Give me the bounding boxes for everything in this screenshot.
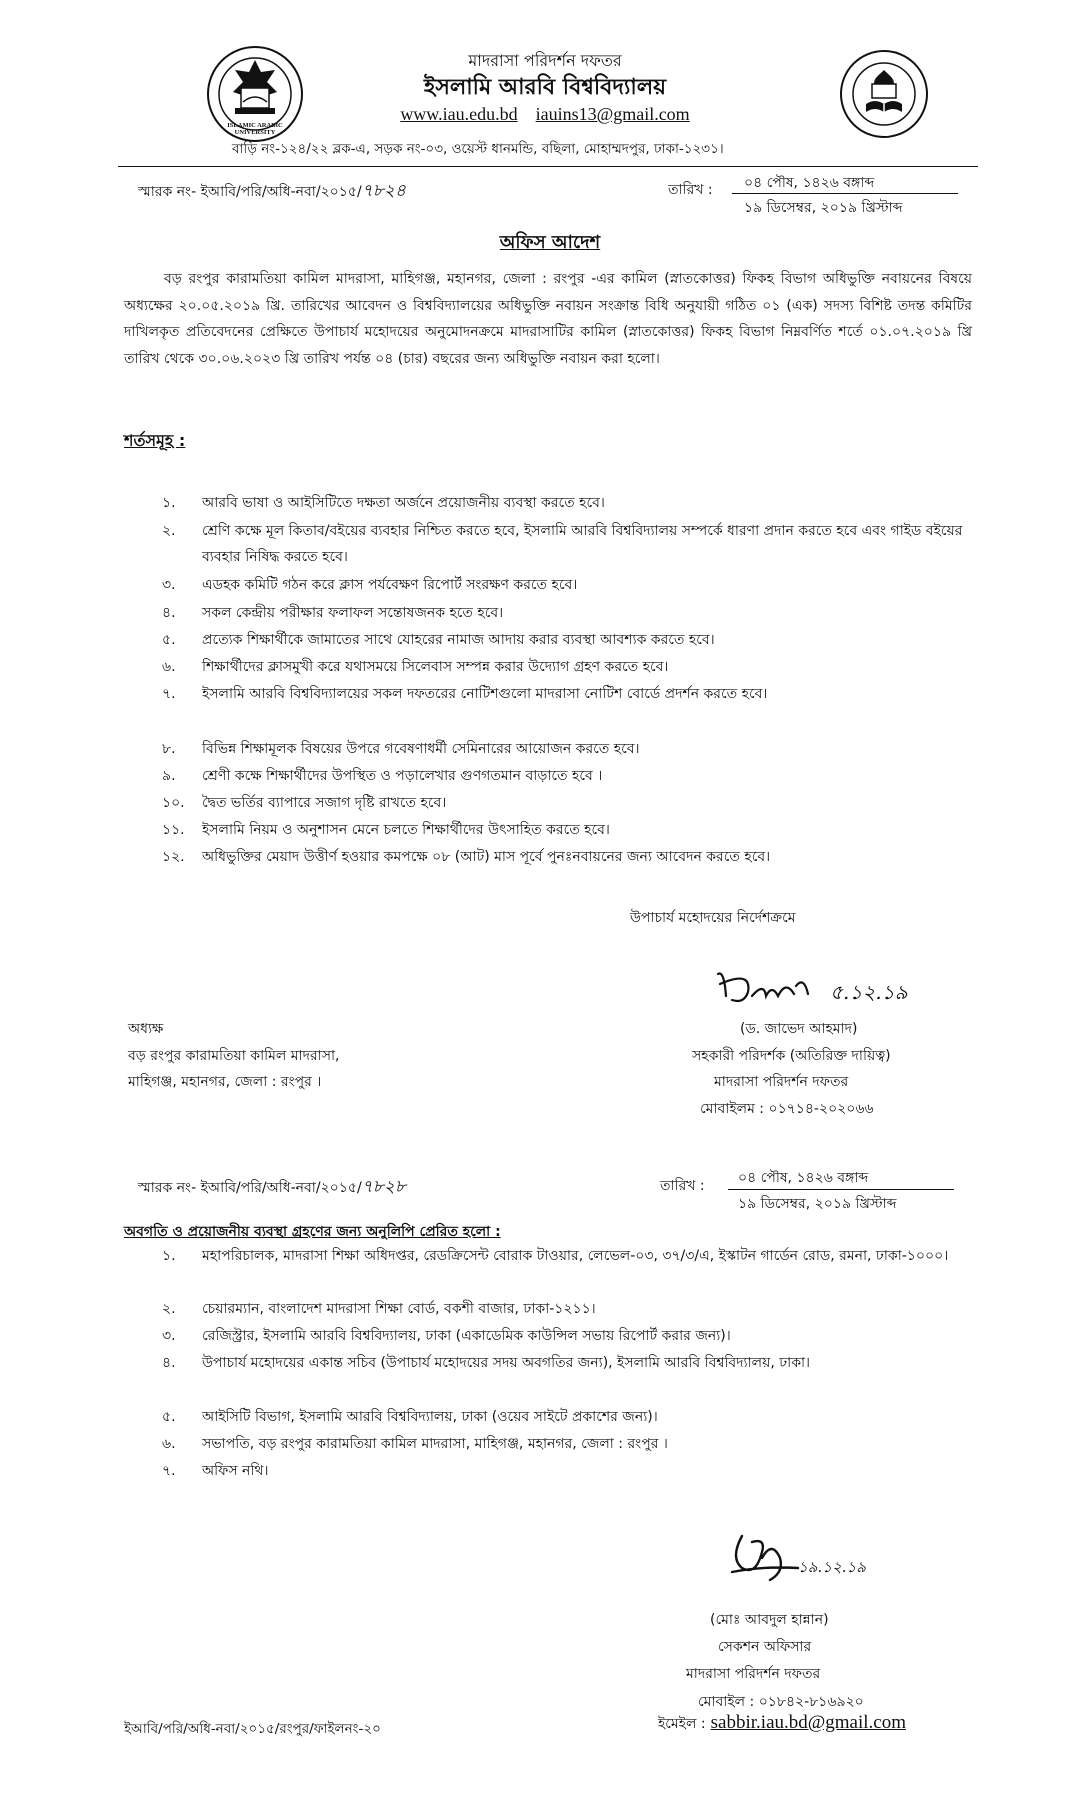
signature-2-date: ১৯.১২.১৯ (798, 1558, 866, 1576)
recipient-line-2: মাহিগঞ্জ, মহানগর, জেলা : রংপুর । (128, 1074, 322, 1090)
inspection-logo (838, 48, 930, 140)
memo-ref-top (138, 178, 406, 206)
memo-ref-label: স্মারক নং- ইআবি/পরি/অধি-নবা/২০১৫/ (138, 184, 362, 200)
signature-2 (722, 1528, 808, 1594)
directive-text: উপাচার্য মহোদয়ের নির্দেশক্রমে (630, 910, 796, 926)
body-paragraph: বড় রংপুর কারামতিয়া কামিল মাদরাসা, মাহিগঞ্জ, মহানগর, জেলা : রংপুর -এর কামিল (স্নাতকোত্তর) ফিকহ বিভাগ অধিভুক্তি নবায়নের বিষয়ে অধ্যক্ষের ২০.০৫.২০১৯ খ্রি. তারিখের আবেদন ও বিশ্ববিদ্যালয়ের অধিভুক্তি নবায়ন সংক্রান্ত বিধি অনুযায়ী গঠিত ০১ (এক) সদস্য বিশিষ্ট তদন্ত কমিটির দাখিলকৃত প্রতিবেদনের প্রেক্ষিতে উপাচার্য মহোদয়ের অনুমোদনক্রমে মাদরাসাটির কামিল (স্নাতকোত্তর) ফিকহ বিভাগ নিম্নবর্ণিত শর্তে ০১.০৭.২০১৯ খ্রি তারিখ থেকে ৩০.০৬.২০২৩ খ্রি তারিখ পর্যন্ত ০৪ (চার) বছরের জন্য অধিভুক্তি নবায়ন করা হলো। (124, 271, 972, 367)
date-label-bottom: তারিখ : (660, 1178, 705, 1194)
footer-file-ref: ইআবি/পরি/অধি-নবা/২০১৫/রংপুর/ফাইলনং-২০ (124, 1721, 381, 1737)
memo-ref-bottom (138, 1174, 406, 1202)
signer-1-office: মাদরাসা পরিদর্শন দফতর (714, 1074, 849, 1090)
copies-heading: অবগতি ও প্রয়োজনীয় ব্যবস্থা গ্রহণের জন্য অনুলিপি প্রেরিত হলো : (124, 1224, 501, 1240)
signature-1 (712, 966, 822, 1014)
date-bangla-top: ০৪ পৌষ, ১৪২৬ বঙ্গাব্দ (744, 175, 875, 191)
signer-1-designation: সহকারী পরিদর্শক (অতিরিক্ত দায়িত্ব) (692, 1048, 891, 1064)
email-label: ইমেইল : (658, 1716, 706, 1732)
date-label-top: তারিখ : (668, 182, 713, 198)
page-title: অফিস আদেশ (499, 232, 601, 253)
signer-2-email-link[interactable]: sabbir.iau.bd@gmail.com (710, 1712, 906, 1733)
signer-2-office: মাদরাসা পরিদর্শন দফতর (686, 1666, 821, 1682)
date-english-top: ১৯ ডিসেম্বর, ২০১৯ খ্রিস্টাব্দ (744, 200, 903, 216)
signature-1-date: ৫.১২.১৯ (830, 980, 908, 1004)
website-link[interactable]: www.iau.edu.bd (400, 104, 518, 124)
conditions-heading: শর্তসমূহ : (124, 431, 186, 450)
signer-2-name: (মোঃ আবদুল হান্নান) (710, 1612, 829, 1628)
signer-1-name: (ড. জাভেদ আহমাদ) (740, 1021, 858, 1037)
date-english-bottom: ১৯ ডিসেম্বর, ২০১৯ খ্রিস্টাব্দ (738, 1196, 897, 1212)
memo-ref-label: স্মারক নং- ইআবি/পরি/অধি-নবা/২০১৫/ (138, 1180, 362, 1196)
date-bangla-bottom: ০৪ পৌষ, ১৪২৬ বঙ্গাব্দ (738, 1170, 869, 1186)
document-page: ISLAMIC ARABIC UNIVERSITY মাদরাসা পরিদর্শন দফতর ইসলামি আরবি বিশ্ববিদ্যালয় www.iau.edu.bd iauins13@gmail.com বাড়ি নং-১২৪/২২ ব্লক-এ, সড়ক নং-০৩, ওয়েস্ট ধানমন্ডি, বছিলা, মোহাম্মদপুর, ঢাকা-১২৩১। স্মারক নং- ইআবি/পরি/অধি-নবা/২০১৫/৭৮২৪ তারিখ : ০৪ পৌষ, ১৪২৬ বঙ্গাব্দ ১৯ ডিসেম্বর, ২০১৯ খ্রিস্টাব্দ অফিস আদেশ বড় রংপুর কারামতিয়া কামিল মাদরাসা, মাহিগঞ্জ, মহানগর, জেলা : রংপুর -এর কামিল (স্নাতকোত্তর) ফিকহ বিভাগ অধিভুক্তি নবায়নের বিষয়ে অধ্যক্ষের ২০.০৫.২০১৯ খ্রি. তারিখের আবেদন ও বিশ্ববিদ্যালয়ের অধিভুক্তি নবায়ন সংক্রান্ত বিধি অনুযায়ী গঠিত ০১ (এক) সদস্য বিশিষ্ট তদন্ত কমিটির দাখিলকৃত প্রতিবেদনের প্রেক্ষিতে উপাচার্য মহোদয়ের অনুমোদনক্রমে মাদরাসাটির কামিল (স্নাতকোত্তর) ফিকহ বিভাগ নিম্নবর্ণিত শর্তে ০১.০৭.২০১৯ খ্রি তারিখ থেকে ৩০.০৬.২০২৩ খ্রি তারিখ পর্যন্ত ০৪ (চার) বছরের জন্য অধিভুক্তি নবায়ন করা হলো। শর্তসমূহ : ১. আরবি ভাষা ও আইসিটিতে দক্ষতা অর্জনে প্রয়োজনীয় ব্যবস্থা করতে হবে। ২. শ্রেণি কক্ষে মূল কিতাব/বইয়ের ব্যবহার নিশ্চিত করতে হবে, ইসলামি আরবি বিশ্ববিদ্যালয় সম্পর্কে ধারণা প্রদান করতে হবে এবং গাইড বইয়ের ব্যবহার নিষিদ্ধ করতে হবে। ৩. এডহক কমিটি গঠন করে ক্লাস পর্যবেক্ষণ রিপোর্ট সংরক্ষণ করতে হবে। ৪. সকল কেন্দ্রীয় পরীক্ষার ফলাফল সন্তোষজনক হতে হবে। ৫. প্রত্যেক শিক্ষার্থীকে জামাতের সাথে যোহরের নামাজ আদায় করার ব্যবস্থা আবশ্যক করতে হবে। ৬. শিক্ষার্থীদের ক্লাসমুখী করে যথাসময়ে সিলেবাস সম্পন্ন করার উদ্যোগ গ্রহণ করতে হবে। ৭. ইসলামি আরবি বিশ্ববিদ্যালয়ের সকল দফতরের নোটিশগুলো মাদরাসা নোটিশ বোর্ডে প্রদর্শন করতে হবে। ৮. বিভিন্ন শিক্ষামূলক বিষয়ের উপরে গবেষণাধর্মী সেমিনারের আয়োজন করতে হবে। ৯. শ্রেণী কক্ষে শিক্ষার্থীদের উপস্থিত ও পড়ালেখার গুণগতমান বাড়াতে হবে । ১০. দ্বৈত ভর্তির ব্যাপারে সজাগ দৃষ্টি রাখতে হবে। ১১. ইসলামি নিয়ম ও অনুশাসন মেনে চলতে শিক্ষার্থীদের উৎসাহিত করতে হবে। ১২. অধিভুক্তির মেয়াদ উত্তীর্ণ হওয়ার কমপক্ষে ০৮ (আট) মাস পূর্বে পুনঃনবায়নের জন্য আবেদন করতে হবে। উপাচার্য মহোদয়ের নির্দেশক্রমে ৫.১২.১৯ (ড. জাভেদ আহমাদ) সহকারী পরিদর্শক (অতিরিক্ত দায়িত্ব) মাদরাসা পরিদর্শন দফতর মোবাইলম : ০১৭১৪-২০২০৬৬ অধ্যক্ষ বড় রংপুর কারামতিয়া কামিল মাদরাসা, মাহিগঞ্জ, মহানগর, জেলা : রংপুর । স্মারক নং- ইআবি/পরি/অধি-নবা/২০১৫/৭৮২৮ তারিখ : ০৪ পৌষ, ১৪২৬ বঙ্গাব্দ ১৯ ডিসেম্বর, ২০১৯ খ্রিস্টাব্দ অবগতি ও প্রয়োজনীয় ব্যবস্থা গ্রহণের জন্য অনুলিপি প্রেরিত হলো : ১. মহাপরিচালক, মাদরাসা শিক্ষা অধিদপ্তর, রেডক্রিসেন্ট বোরাক টাওয়ার, লেভেল-০৩, ৩৭/৩/এ, ইস্কাটন গার্ডেন রোড, রমনা, ঢাকা-১০০০। ২. চেয়ারম্যান, বাংলাদেশ মাদরাসা শিক্ষা বোর্ড, বকশী বাজার, ঢাকা-১২১১। ৩. রেজিস্ট্রার, ইসলামি আরবি বিশ্ববিদ্যালয়, ঢাকা (একাডেমিক কাউন্সিল সভায় রিপোর্ট করার জন্য)। ৪. উপাচার্য মহোদয়ের একান্ত সচিব (উপাচার্য মহোদয়ের সদয় অবগতির জন্য), ইসলামি আরবি বিশ্ববিদ্যালয়, ঢাকা। ৫. আইসিটি বিভাগ, ইসলামি আরবি বিশ্ববিদ্যালয়, ঢাকা (ওয়েব সাইটে প্রকাশের জন্য)। ৬. সভাপতি, বড় রংপুর কারামতিয়া কামিল মাদরাসা, মাহিগঞ্জ, মহানগর, জেলা : রংপুর । ৭. অফিস নথি। ১৯.১২.১৯ (মোঃ আবদুল হান্নান) সেকশন অফিসার মাদরাসা পরিদর্শন দফতর মোবাইল : ০১৮৪২-৮১৬৯২০ ইমেইল : sabbir.iau.bd@gmail.com ইআবি/পরি/অধি-নবা/২০১৫/রংপুর/ফাইলনং-২০ (0, 0, 1088, 1799)
header-divider (118, 166, 978, 167)
office-name: মাদরাসা পরিদর্শন দফতর (468, 51, 622, 70)
signer-2-designation: সেকশন অফিসার (718, 1639, 812, 1655)
header-email-link[interactable]: iauins13@gmail.com (535, 104, 690, 124)
header-address: বাড়ি নং-১২৪/২২ ব্লক-এ, সড়ক নং-০৩, ওয়েস্ট ধানমন্ডি, বছিলা, মোহাম্মদপুর, ঢাকা-১২৩১। (232, 141, 724, 157)
signer-2-mobile: মোবাইল : ০১৮৪২-৮১৬৯২০ (698, 1694, 864, 1710)
contact-line (330, 104, 760, 125)
university-name: ইসলামি আরবি বিশ্ববিদ্যালয় (423, 75, 667, 100)
university-logo (205, 44, 305, 144)
memo-ref-handwritten: ৭৮২৪ (361, 181, 406, 201)
signer-2-email-line (658, 1712, 906, 1736)
memo-ref-handwritten: ৭৮২৮ (361, 1177, 406, 1197)
date-divider-top (732, 193, 958, 194)
logo-caption: ISLAMIC ARABIC UNIVERSITY (227, 122, 283, 136)
signer-1-mobile: মোবাইলম : ০১৭১৪-২০২০৬৬ (700, 1101, 874, 1117)
recipient-line-1: বড় রংপুর কারামতিয়া কামিল মাদরাসা, (128, 1048, 340, 1064)
date-divider-bottom (728, 1189, 954, 1190)
recipient-title: অধ্যক্ষ (128, 1021, 164, 1037)
